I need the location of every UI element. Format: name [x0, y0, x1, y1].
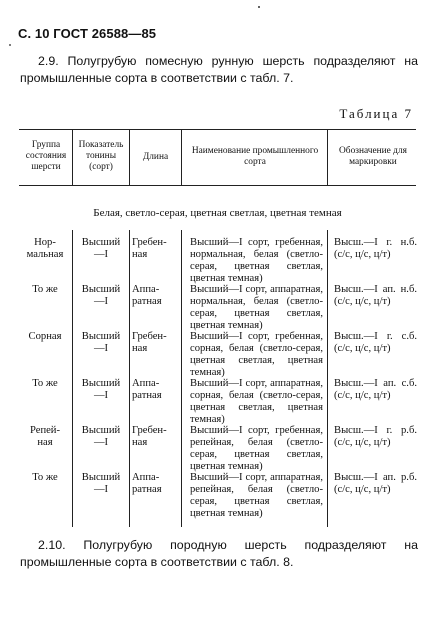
cell-length: Аппа-ратная	[132, 472, 162, 495]
column-header-marking: Обозначение для маркировки	[339, 146, 407, 167]
cell-fineness: Высший—I	[81, 472, 121, 495]
scan-speck	[9, 44, 11, 46]
cell-marking: Высш.—I ап. р.б. (с/с, ц/с, ц/т)	[334, 472, 417, 495]
column-header-name: Наименование промышленного сорта	[191, 146, 319, 167]
scan-speck	[258, 6, 260, 8]
table-top-rule	[19, 129, 416, 130]
paragraph-2-9: 2.9. Полугрубую помесную рунную шерсть подразделяют на промышленные сорта в соответствии с табл. 7.	[20, 54, 418, 85]
header-divider	[327, 129, 328, 185]
body-divider	[129, 230, 130, 527]
column-header-group: Группа состояния шерсти	[25, 140, 67, 172]
cell-length: Аппа-ратная	[132, 378, 162, 401]
cell-fineness: Высший—I	[81, 331, 121, 354]
cell-marking: Высш.—I г. р.б. (с/с, ц/с, ц/т)	[334, 425, 417, 448]
cell-group: Нор-мальная	[26, 237, 64, 260]
cell-fineness: Высший—I	[81, 425, 121, 448]
table-header-rule	[19, 185, 416, 186]
body-divider	[72, 230, 73, 527]
header-divider	[181, 129, 182, 185]
cell-marking: Высш.—I г. с.б. (с/с, ц/с, ц/т)	[334, 331, 417, 354]
cell-name: Высший—I сорт, аппаратная, сорная, белая (светло-серая, цветная светлая, цветная темная)	[190, 378, 323, 425]
cell-length: Аппа-ратная	[132, 284, 162, 307]
cell-marking: Высш.—I г. н.б. (с/с, ц/с, ц/т)	[334, 237, 417, 260]
cell-name: Высший—I сорт, гребенная, сорная, белая (светло-серая, цветная светлая, цветная темная)	[190, 331, 323, 378]
cell-fineness: Высший—I	[81, 237, 121, 260]
cell-name: Высший—I сорт, аппаратная, нормальная, белая (светло-серая, цветная светлая, цветная темная)	[190, 284, 323, 331]
cell-length: Гребен-ная	[132, 425, 167, 448]
cell-group: То же	[32, 472, 58, 483]
cell-group: Репей-ная	[29, 425, 61, 448]
table-title: Таблица 7	[339, 106, 413, 121]
cell-marking: Высш.—I ап. н.б. (с/с, ц/с, ц/т)	[334, 284, 417, 307]
table-section-title: Белая, светло-серая, цветная светлая, цветная темная	[93, 207, 342, 219]
column-header-length: Длина	[142, 152, 169, 162]
paragraph-2-10: 2.10. Полугрубую породную шерсть подразделяют на промышленные сорта в соответствии с табл. 8.	[20, 538, 418, 569]
cell-fineness: Высший—I	[81, 378, 121, 401]
cell-group: Сорная	[28, 331, 62, 342]
cell-length: Гребен-ная	[132, 331, 167, 354]
column-header-fineness: Показатель тонины (сорт)	[78, 140, 124, 172]
cell-name: Высший—I сорт, гребенная, нормальная, белая (светло-серая, цветная светлая, цветная темная)	[190, 237, 323, 284]
cell-length: Гребен-ная	[132, 237, 167, 260]
cell-fineness: Высший—I	[81, 284, 121, 307]
cell-group: То же	[32, 284, 58, 295]
cell-group: То же	[32, 378, 58, 389]
body-divider	[327, 230, 328, 527]
cell-marking: Высш.—I ап. с.б. (с/с, ц/с, ц/т)	[334, 378, 417, 401]
cell-name: Высший—I сорт, гребенная, репейная, белая (светло-серая, цветная светлая, цветная темная)	[190, 425, 323, 472]
page-header: С. 10 ГОСТ 26588—85	[18, 26, 157, 41]
cell-name: Высший—I сорт, аппаратная, репейная, белая (светло-серая, цветная светлая, цветная темная)	[190, 472, 323, 519]
body-divider	[181, 230, 182, 527]
